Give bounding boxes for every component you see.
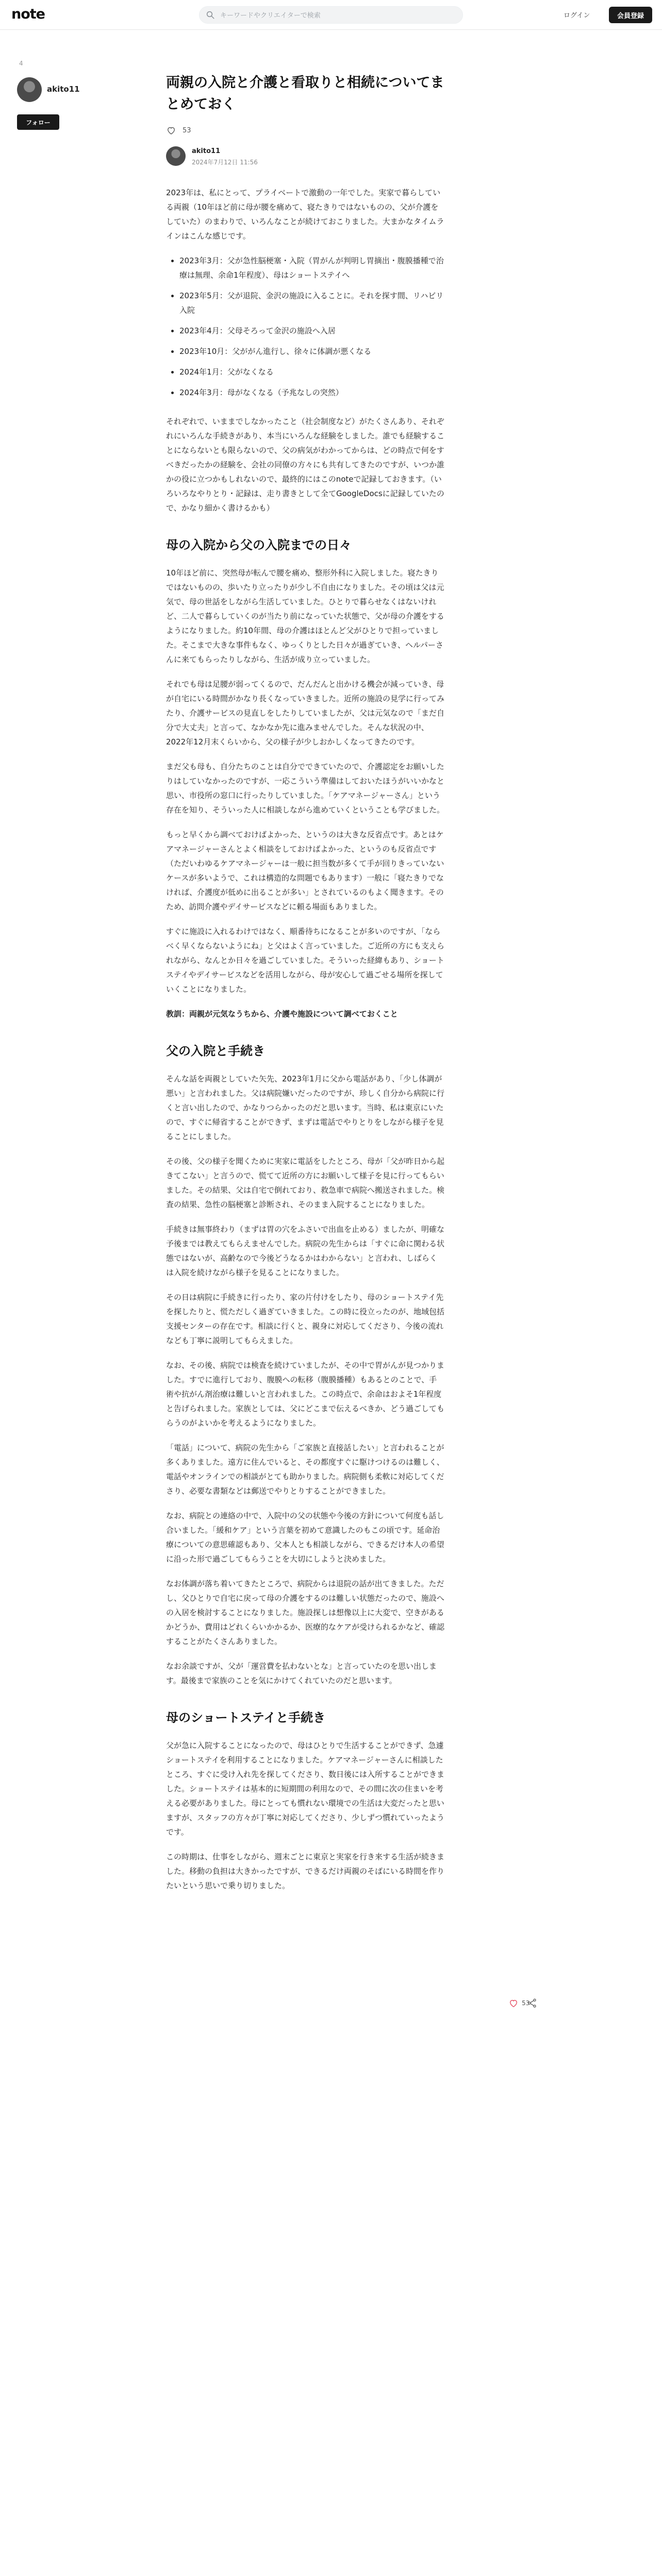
timeline-list: [166, 253, 444, 400]
lesson-text: 教訓：両親が元気なうちから、介護や施設について調べておくこと: [166, 1009, 398, 1019]
note-logo[interactable]: note: [11, 6, 45, 22]
paragraph: 手続きは無事終わり（まずは胃の穴をふさいで出血を止める）ましたが、明確な予後までは教えてもらえませんでした。病院の先生からは「すぐに命に関わる状態ではないが、高齢なので今後どうなるかはわからない」と言われ、しばらくは入院を続けながら様子を見ることになりました。: [166, 1225, 445, 1277]
paragraph: 「電話」について、病院の先生から「ご家族と直接話したい」と言われることが多くありました。遠方に住んでいると、その都度すぐに駆けつけるのは難しく、電話やオンラインでの相談がとても助かりました。病院側も柔軟に対応してくださり、必要な書類などは郵送でやりとりすることができました。: [166, 1443, 444, 1496]
list-item: • 2023年3月：父が急性脳梗塞・入院（胃がんが判明し胃摘出・腹膜播種で治療は無理、余命1年程度）、母はショートステイへ: [179, 253, 444, 282]
heart-icon[interactable]: [508, 1998, 519, 2008]
paragraph: 2023年は、私にとって、プライベートで激動の一年でした。実家で暮らしている両親（10年ほど前に母が腰を痛めて、寝たきりではないものの、父が介護をしていた）のまわりで、いろんなことが続けておこりました。大まかなタイムラインはこんな感じです。: [166, 188, 444, 241]
search-input[interactable]: [219, 9, 453, 22]
share-icon[interactable]: [527, 1998, 537, 2008]
side-like-count: 53: [522, 1999, 530, 2007]
paragraph: なお余談ですが、父が「運営費を払わないとな」と言っていたのを思い出します。最後まで家族のことを気にかけてくれていたのだと思います。: [166, 1662, 437, 1685]
paragraph: それでも母は足腰が弱ってくるので、だんだんと出かける機会が減っていき、母が自宅にいる時間がかなり長くなっていきました。近所の施設の見学に行ってみたり、介護サービスの見直しをしたりしていましたが、父は元気なので「まだ自分で大丈夫」と言って、なかなか先に進みませんでした。そんな状況の中、2022年12月末くらいから、父の様子が少しおかしくなってきたのです。: [166, 680, 445, 747]
search-icon: [206, 10, 215, 20]
section-heading: 父の入院と手続き: [166, 1044, 265, 1058]
section-heading: 母の入院から父の入院までの日々: [166, 538, 352, 552]
follow-button[interactable]: フォロー: [17, 114, 59, 130]
creator-avatar[interactable]: [17, 77, 42, 102]
paragraph: 10年ほど前に、突然母が転んで腰を痛め、整形外科に入院しました。寝たきりではないものの、歩いたり立ったりが少し不自由になりました。その頃は父は元気で、母の世話をしながら生活していました。ひとりで暮らせなくはないけれど、二人で暮らしていくのが当たり前になっていた状態で、父が母の介護をするようになりました。約10年間、母の介護はほとんど父がひとりで担っていました。そこまで大きな事件もなく、ゆっくりとした日々が過ぎていき、ヘルパーさんに来てもらったりしながら、生活が成り立っていました。: [166, 568, 444, 664]
creator-name[interactable]: akito11: [47, 84, 80, 94]
search-bar[interactable]: [199, 6, 463, 24]
magazine-label: 4: [19, 60, 23, 67]
paragraph: なお、その後、病院では検査を続けていましたが、その中で胃がんが見つかりました。すでに進行しており、腹膜への転移（腹膜播種）もあるとのことで、手術や抗がん剤治療は難しいと言われました。この時点で、余命はおよそ1年程度と告げられました。家族としては、父にどこまで伝えるべきか、どう過ごしてもらうのがよいかを考えるようになりました。: [166, 1361, 445, 1428]
paragraph: その日は病院に手続きに行ったり、家の片付けをしたり、母のショートステイ先を探したりと、慌ただしく過ぎていきました。この時に役立ったのが、地域包括支援センターの存在です。相談に行くと、親身に対応してくださり、今後の流れなども丁寧に説明してもらえました。: [166, 1293, 445, 1345]
list-item: • 2023年5月：父が退院、金沢の施設に入ることに。それを探す間、リハビリ入院: [179, 289, 444, 317]
like-row: [166, 125, 444, 136]
paragraph: この時期は、仕事をしながら、週末ごとに東京と実家を行き来する生活が続きました。移動の負担は大きかったですが、できるだけ両親のそばにいる時間を作りたいという思いで乗り切りました。: [166, 1852, 445, 1890]
section-heading: 母のショートステイと手続き: [166, 1710, 326, 1725]
paragraph: 父が急に入院することになったので、母はひとりで生活することができず、急遽ショートステイを利用することになりました。ケアマネージャーさんに相談したところ、すぐに受け入れ先を探してくださり、数日後には入所することができました。ショートステイは基本的に短期間の利用なので、その間に次の住まいを考える必要がありました。母にとっても慣れない環境での生活は大変だったと思いますが、スタッフの方々が丁寧に対応してくださり、少しずつ慣れていったようです。: [166, 1741, 445, 1837]
paragraph: それぞれで、いままでしなかったこと（社会制度など）がたくさんあり、それぞれにいろんな手続きがあり、本当にいろんな経験をしました。誰でも経験することにならないとも限らないので、父の病気がわかってからは、どの時点で何をすべきだったかの経験を、会社の同僚の方々にも共有してきたのですが、いつか誰かの役に立つかもしれないので、最終的にはこのnoteで記録しておきます。（いろいろなやりとり・記録は、走り書きとして全てGoogleDocsに記録していたので、かなり細かく書けるかも）: [166, 417, 445, 513]
site-header: [0, 0, 662, 30]
paragraph: すぐに施設に入れるわけではなく、順番待ちになることが多いのですが、「ならべく早くならないようにね」と父はよく言っていました。ご近所の方にも支えられながら、なんとか日々を過ごしていました。そういった経緯もあり、ショートステイやデイサービスなどを活用しながら、母が安心して過ごせる場所を探していくことになりました。: [166, 927, 445, 994]
like-count[interactable]: 53: [183, 126, 191, 134]
login-link[interactable]: ログイン: [564, 12, 590, 20]
list-item: • 2024年3月：母がなくなる（予兆なしの突然）: [179, 385, 444, 400]
paragraph: もっと早くから調べておけばよかった、というのは大きな反省点です。あとはケアマネージャーさんとよく相談をしておけばよかった、というのも反省点です（ただいわゆるケアマネージャーは一般に担当数が多くて手が回りきっていないケースが多いようで、これは構造的な問題でもあります）一般に「寝たきりでなければ、介護度が低めに出ることが多い」とされているのもよく聞きます。そのため、訪問介護やデイサービスなどに頼る場面もありました。: [166, 830, 444, 911]
list-item: • 2023年4月：父母そろって金沢の施設へ入居: [179, 324, 444, 338]
publish-date: 2024年7月12日 11:56: [192, 159, 258, 166]
article-body: [166, 185, 444, 1893]
paragraph: そんな話を両親としていた矢先、2023年1月に父から電話があり、「少し体調が悪い」と言われました。父は病院嫌いだったのですが、珍しく自分から病院に行くと言い出したので、かなりつらかったのだと思います。当時、私は東京にいたので、すぐに帰省することができず、まずは電話でやりとりをしながら様子を見ることにしました。: [166, 1074, 445, 1141]
article: [166, 72, 444, 1903]
author-avatar[interactable]: [166, 146, 186, 166]
author-name[interactable]: akito11: [192, 147, 221, 155]
paragraph: まだ父も母も、自分たちのことは自分でできていたので、介護認定をお願いしたりはしていなかったのですが、一応こういう準備はしておいたほうがいいかなと思い、市役所の窓口に行ったりしていました。「ケアマネージャーさん」という存在を知り、そういった人に相談しながら進めていくということも学びました。: [166, 762, 445, 815]
list-item: • 2023年10月：父ががん進行し、徐々に体調が悪くなる: [179, 344, 444, 359]
paragraph: なお体調が落ち着いてきたところで、病院からは退院の話が出てきました。ただし、父ひとりで自宅に戻って母の介護をするのは難しい状態だったので、施設への入居を検討することになりました。施設探しは想像以上に大変で、空きがあるかどうか、費用はどれくらいかかるか、医療的なケアが受けられるかなど、確認することがたくさんありました。: [166, 1579, 445, 1646]
paragraph: その後、父の様子を聞くために実家に電話をしたところ、母が「父が昨日から起きてこない」と言うので、慌てて近所の方にお願いして様子を見に行ってもらいました。その結果、父は自宅で倒れており、救急車で病院へ搬送されました。検査の結果、急性の脳梗塞と診断され、そのまま入院することになりました。: [166, 1157, 445, 1209]
list-item: • 2024年1月：父がなくなる: [179, 365, 444, 379]
heart-icon[interactable]: [166, 125, 176, 135]
share-button[interactable]: [527, 1998, 537, 2010]
author-row: [166, 145, 444, 168]
article-title: 両親の入院と介護と看取りと相続についてまとめておく: [166, 75, 444, 112]
signup-button[interactable]: 会員登録: [609, 7, 652, 23]
paragraph: なお、病院との連絡の中で、入院中の父の状態や今後の方針について何度も話し合いました。「緩和ケア」という言葉を初めて意識したのもこの頃です。延命治療についての意思確認もあり、父本人とも相談しながら、できるだけ本人の希望に沿った形で過ごしてもらうことを大切にしようと決めました。: [166, 1511, 444, 1564]
